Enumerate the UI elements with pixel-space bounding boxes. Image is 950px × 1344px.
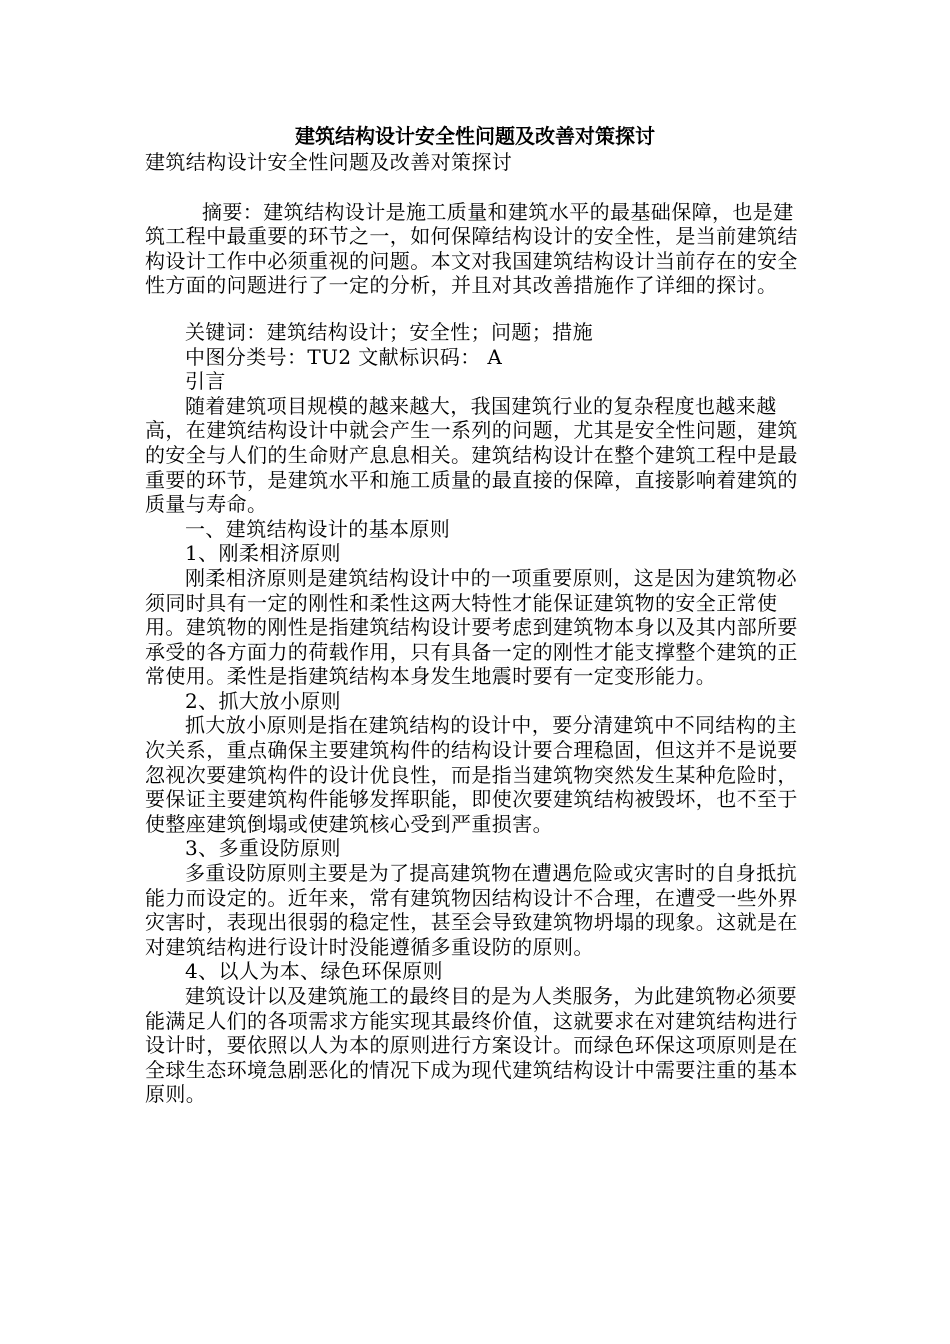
principle-paragraph: 刚柔相济原则是建筑结构设计中的一项重要原则，这是因为建筑物必须同时具有一定的刚性和柔性这两大特性才能保证建筑物的安全正常使用。建筑物的刚性是指建筑结构设计要考虑到建筑物本身以及其内部所要承受的各方面力的荷载作用，只有具备一定的刚性才能支撑整个建筑的正常使用。柔性是指建筑结构本身发生地震时要有一定变形能力。 — [145, 565, 798, 689]
principle-paragraph: 多重设防原则主要是为了提高建筑物在遭遇危险或灾害时的自身抵抗能力而设定的。近年来，常有建筑物因结构设计不合理，在遭受一些外界灾害时，表现出很弱的稳定性，甚至会导致建筑物坍塌的现象。这就是在对建筑结构进行设计时没能遵循多重设防的原则。 — [145, 861, 798, 959]
principle-paragraph: 抓大放小原则是指在建筑结构的设计中，要分清建筑中不同结构的主次关系，重点确保主要建筑构件的结构设计要合理稳固，但这并不是说要忽视次要建筑构件的设计优良性，而是指当建筑物突然发生某种危险时，要保证主要建筑构件能够发挥职能，即使次要建筑结构被毁坏，也不至于使整座建筑倒塌或使建筑核心受到严重损害。 — [145, 713, 798, 836]
spacer — [145, 298, 805, 320]
document-body — [145, 150, 805, 1107]
classification-line: 中图分类号：TU2 文献标识码： A — [185, 344, 503, 369]
principle-heading: 3、多重设防原则 — [185, 836, 341, 861]
abstract-paragraph: 摘要：建筑结构设计是施工质量和建筑水平的最基础保障，也是建筑工程中最重要的环节之一，如何保障结构设计的安全性，是当前建筑结构设计工作中必须重视的问题。本文对我国建筑结构设计当前存在的安全性方面的问题进行了一定的分析，并且对其改善措施作了详细的探讨。 — [145, 199, 798, 298]
intro-heading: 引言 — [185, 369, 226, 394]
intro-paragraph: 随着建筑项目规模的越来越大，我国建筑行业的复杂程度也越来越高，在建筑结构设计中就会产生一系列的问题，尤其是安全性问题，建筑的安全与人们的生命财产息息相关。建筑结构设计在整个建筑工程中是最重要的环节，是建筑水平和施工质量的最直接的保障，直接影响着建筑的质量与寿命。 — [145, 393, 798, 517]
principle-heading: 4、以人为本、绿色环保原则 — [185, 959, 443, 984]
document-subtitle: 建筑结构设计安全性问题及改善对策探讨 — [145, 150, 513, 174]
document-title: 建筑结构设计安全性问题及改善对策探讨 — [295, 124, 655, 148]
section-heading: 一、建筑结构设计的基本原则 — [185, 516, 451, 541]
keywords-line: 关键词：建筑结构设计；安全性；问题；措施 — [185, 319, 593, 344]
principle-paragraph: 建筑设计以及建筑施工的最终目的是为人类服务，为此建筑物必须要能满足人们的各项需求方能实现其最终价值，这就要求在对建筑结构进行设计时，要依照以人为本的原则进行方案设计。而绿色环保这项原则是在全球生态环境急剧恶化的情况下成为现代建筑结构设计中需要注重的基本原则。 — [145, 984, 798, 1107]
spacer — [145, 175, 805, 200]
principle-heading: 1、刚柔相济原则 — [185, 541, 341, 566]
principle-heading: 2、抓大放小原则 — [185, 688, 341, 713]
